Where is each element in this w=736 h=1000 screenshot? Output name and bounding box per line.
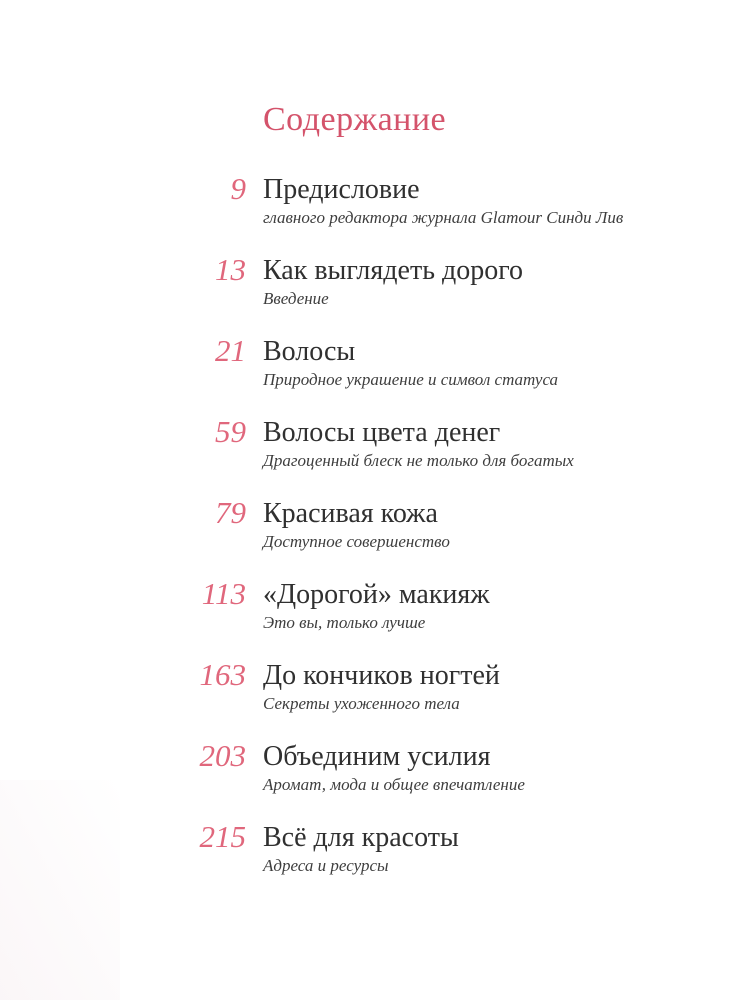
entry-text [246, 661, 500, 714]
toc-entry [0, 818, 736, 899]
toc-entry [0, 413, 736, 494]
entry-text [246, 418, 574, 471]
entry-page-number: 59 [215, 414, 246, 449]
toc-entry [0, 494, 736, 575]
entry-subtitle: Секреты ухоженного тела [263, 694, 460, 713]
entry-text [246, 256, 523, 309]
toc-entry [0, 737, 736, 818]
page-title: Содержание [263, 101, 447, 138]
entry-page-number: 215 [199, 819, 246, 854]
entry-page-number: 203 [199, 738, 246, 773]
toc-entry-list [0, 170, 736, 899]
entry-text [246, 499, 450, 552]
entry-page-number: 21 [215, 333, 246, 368]
toc-entry [0, 656, 736, 737]
entry-page-number: 113 [201, 576, 246, 611]
entry-subtitle: Доступное совершенство [263, 532, 450, 551]
entry-subtitle: Введение [263, 289, 329, 308]
entry-title: Всё для красоты [263, 822, 459, 853]
entry-title: Красивая кожа [263, 498, 438, 529]
entry-title: Предисловие [263, 174, 420, 205]
entry-title: Как выглядеть дорого [263, 255, 523, 286]
toc-entry [0, 332, 736, 413]
entry-subtitle: Аромат, мода и общее впечатление [263, 775, 525, 794]
entry-page-number: 13 [215, 252, 246, 287]
entry-subtitle: Это вы, только лучше [263, 613, 426, 632]
entry-page-number: 79 [215, 495, 246, 530]
entry-title: «Дорогой» макияж [263, 579, 490, 610]
entry-title: До кончиков ногтей [263, 660, 500, 691]
entry-title: Объединим усилия [263, 741, 491, 772]
entry-title: Волосы [263, 336, 356, 367]
toc-entry [0, 251, 736, 332]
entry-text [246, 580, 490, 633]
entry-subtitle: Адреса и ресурсы [263, 856, 389, 875]
entry-subtitle: Драгоценный блеск не только для богатых [263, 451, 574, 470]
entry-title: Волосы цвета денег [263, 417, 501, 448]
toc-entry [0, 170, 736, 251]
entry-subtitle: главного редактора журнала Glamour Синди Лив [263, 208, 624, 227]
entry-page-number: 163 [199, 657, 246, 692]
toc-entry [0, 575, 736, 656]
entry-text [246, 823, 459, 876]
entry-page-number: 9 [230, 171, 246, 206]
entry-text [246, 175, 623, 228]
entry-text [246, 742, 525, 795]
entry-text [246, 337, 558, 390]
entry-subtitle: Природное украшение и символ статуса [263, 370, 559, 389]
